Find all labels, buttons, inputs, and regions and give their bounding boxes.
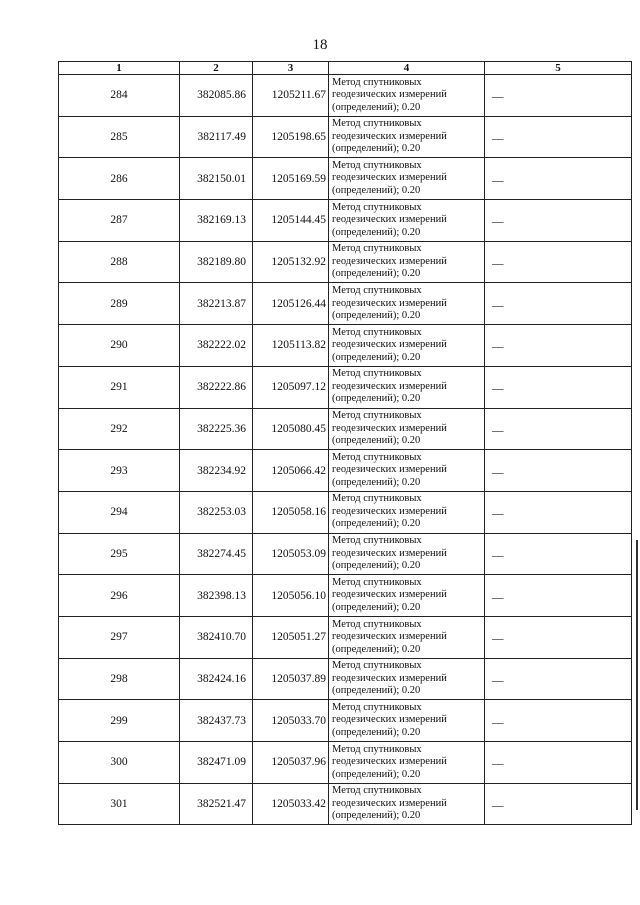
method-line-3: (определений); 0.20 [332,435,421,447]
point-number: 286 [59,158,180,200]
coordinate-y: 1205037.96 [253,742,329,784]
column-5-cell [485,533,632,575]
table-row [59,75,632,117]
column-5-cell [485,742,632,784]
column-5-cell [485,575,632,617]
coordinate-x: 382274.45 [180,533,253,575]
coordinate-x: 382225.36 [180,408,253,450]
column-5-cell [485,325,632,367]
column-5-cell [485,491,632,533]
coordinate-x: 382169.13 [180,200,253,242]
method-line-2: геодезических измерений [332,464,447,476]
coordinate-x: 382410.70 [180,616,253,658]
method-line-3: (определений); 0.20 [332,226,421,238]
table-body [59,75,632,825]
dash-value: — [492,549,504,562]
table-row [59,283,632,325]
method-cell [329,575,485,617]
method-line-2: геодезических измерений [332,89,447,101]
point-number: 284 [59,75,180,117]
method-line-1: Метод спутниковых [332,451,422,463]
method-line-3: (определений); 0.20 [332,351,421,363]
coordinate-y: 1205211.67 [253,75,329,117]
column-5-cell [485,408,632,450]
table-row [59,783,632,825]
coordinate-x: 382117.49 [180,116,253,158]
method-line-1: Метод спутниковых [332,743,422,755]
table-row [59,450,632,492]
table-row [59,491,632,533]
method-line-3: (определений); 0.20 [332,143,421,155]
method-cell [329,533,485,575]
method-cell [329,200,485,242]
coordinate-x: 382085.86 [180,75,253,117]
method-line-1: Метод спутниковых [332,285,422,297]
method-line-3: (определений); 0.20 [332,810,421,822]
method-line-3: (определений); 0.20 [332,101,421,113]
coordinate-y: 1205051.27 [253,616,329,658]
column-5-cell [485,450,632,492]
method-line-3: (определений); 0.20 [332,393,421,405]
method-cell [329,616,485,658]
dash-value: — [492,216,504,229]
method-line-1: Метод спутниковых [332,618,422,630]
point-number: 294 [59,491,180,533]
column-header-5: 5 [485,62,632,75]
method-line-1: Метод спутниковых [332,576,422,588]
coordinate-y: 1205053.09 [253,533,329,575]
point-number: 297 [59,616,180,658]
coordinate-x: 382234.92 [180,450,253,492]
column-header-2: 2 [180,62,253,75]
table-row [59,533,632,575]
method-cell [329,158,485,200]
method-line-1: Метод спутниковых [332,368,422,380]
method-line-1: Метод спутниковых [332,493,422,505]
dash-value: — [492,716,504,729]
coordinate-x: 382150.01 [180,158,253,200]
method-cell [329,241,485,283]
column-5-cell [485,658,632,700]
method-line-3: (определений); 0.20 [332,768,421,780]
method-line-3: (определений); 0.20 [332,518,421,530]
method-line-2: геодезических измерений [332,422,447,434]
method-line-1: Метод спутниковых [332,535,422,547]
method-line-2: геодезических измерений [332,672,447,684]
method-line-2: геодезических измерений [332,631,447,643]
method-line-3: (определений); 0.20 [332,601,421,613]
method-cell [329,658,485,700]
coordinate-x: 382424.16 [180,658,253,700]
column-5-cell [485,283,632,325]
method-line-1: Метод спутниковых [332,701,422,713]
coordinate-x: 382222.02 [180,325,253,367]
method-cell [329,116,485,158]
page-number: 18 [312,37,328,53]
dash-value: — [492,633,504,646]
table-row [59,241,632,283]
coordinate-y: 1205037.89 [253,658,329,700]
coordinate-y: 1205058.16 [253,491,329,533]
dash-value: — [492,591,504,604]
dash-value: — [492,174,504,187]
table-row [59,325,632,367]
table-row [59,158,632,200]
dash-value: — [492,299,504,312]
coordinate-y: 1205198.65 [253,116,329,158]
method-cell [329,783,485,825]
method-line-1: Метод спутниковых [332,326,422,338]
table-row [59,408,632,450]
method-line-1: Метод спутниковых [332,76,422,88]
method-line-2: геодезических измерений [332,339,447,351]
table-row [59,116,632,158]
coordinate-y: 1205126.44 [253,283,329,325]
table-row [59,200,632,242]
method-line-2: геодезических измерений [332,130,447,142]
method-line-2: геодезических измерений [332,172,447,184]
scan-edge-mark [636,540,638,810]
method-line-2: геодезических измерений [332,547,447,559]
column-5-cell [485,241,632,283]
coordinates-table [58,61,632,825]
method-cell [329,408,485,450]
point-number: 299 [59,700,180,742]
method-cell [329,450,485,492]
method-line-2: геодезических измерений [332,505,447,517]
point-number: 293 [59,450,180,492]
dash-value: — [492,466,504,479]
method-line-2: геодезических измерений [332,214,447,226]
point-number: 295 [59,533,180,575]
dash-value: — [492,800,504,813]
point-number: 298 [59,658,180,700]
point-number: 285 [59,116,180,158]
point-number: 288 [59,241,180,283]
method-cell [329,742,485,784]
dash-value: — [492,91,504,104]
method-line-3: (определений); 0.20 [332,685,421,697]
column-5-cell [485,116,632,158]
point-number: 289 [59,283,180,325]
table-row [59,658,632,700]
method-cell [329,491,485,533]
coordinate-y: 1205097.12 [253,366,329,408]
coordinate-x: 382521.47 [180,783,253,825]
method-line-3: (определений); 0.20 [332,643,421,655]
method-line-2: геодезических измерений [332,297,447,309]
method-line-2: геодезических измерений [332,255,447,267]
coordinate-x: 382222.86 [180,366,253,408]
method-line-2: геодезических измерений [332,589,447,601]
method-line-2: геодезических измерений [332,380,447,392]
coordinate-x: 382189.80 [180,241,253,283]
method-line-1: Метод спутниковых [332,660,422,672]
table-header-row [59,62,632,75]
table-row [59,575,632,617]
method-line-3: (определений); 0.20 [332,268,421,280]
coordinate-y: 1205132.92 [253,241,329,283]
method-line-1: Метод спутниковых [332,201,422,213]
point-number: 287 [59,200,180,242]
point-number: 300 [59,742,180,784]
method-line-2: геодезических измерений [332,797,447,809]
column-5-cell [485,783,632,825]
column-5-cell [485,200,632,242]
table-row [59,616,632,658]
point-number: 292 [59,408,180,450]
dash-value: — [492,758,504,771]
method-cell [329,283,485,325]
dash-value: — [492,674,504,687]
table-row [59,700,632,742]
method-cell [329,325,485,367]
method-line-1: Метод спутниковых [332,410,422,422]
point-number: 291 [59,366,180,408]
coordinate-x: 382253.03 [180,491,253,533]
coordinate-y: 1205066.42 [253,450,329,492]
method-cell [329,75,485,117]
method-cell [329,700,485,742]
method-line-1: Метод спутниковых [332,243,422,255]
dash-value: — [492,258,504,271]
table-row [59,742,632,784]
dash-value: — [492,424,504,437]
method-line-3: (определений); 0.20 [332,726,421,738]
table-row [59,366,632,408]
coordinate-x: 382471.09 [180,742,253,784]
point-number: 301 [59,783,180,825]
method-line-3: (определений); 0.20 [332,476,421,488]
column-5-cell [485,700,632,742]
column-header-3: 3 [253,62,329,75]
method-line-2: геодезических измерений [332,714,447,726]
method-line-3: (определений); 0.20 [332,310,421,322]
coordinate-x: 382398.13 [180,575,253,617]
point-number: 296 [59,575,180,617]
coordinate-y: 1205033.70 [253,700,329,742]
coordinate-y: 1205056.10 [253,575,329,617]
column-5-cell [485,158,632,200]
method-line-1: Метод спутниковых [332,118,422,130]
dash-value: — [492,383,504,396]
dash-value: — [492,508,504,521]
coordinate-y: 1205080.45 [253,408,329,450]
column-header-1: 1 [59,62,180,75]
column-5-cell [485,366,632,408]
dash-value: — [492,341,504,354]
column-5-cell [485,75,632,117]
coordinate-x: 382213.87 [180,283,253,325]
coordinate-x: 382437.73 [180,700,253,742]
method-line-1: Метод спутниковых [332,159,422,171]
coordinate-y: 1205033.42 [253,783,329,825]
method-cell [329,366,485,408]
dash-value: — [492,133,504,146]
coordinate-y: 1205113.82 [253,325,329,367]
method-line-1: Метод спутниковых [332,785,422,797]
column-5-cell [485,616,632,658]
point-number: 290 [59,325,180,367]
method-line-2: геодезических измерений [332,756,447,768]
coordinate-y: 1205169.59 [253,158,329,200]
coordinate-y: 1205144.45 [253,200,329,242]
method-line-3: (определений); 0.20 [332,560,421,572]
method-line-3: (определений); 0.20 [332,184,421,196]
column-header-4: 4 [329,62,485,75]
